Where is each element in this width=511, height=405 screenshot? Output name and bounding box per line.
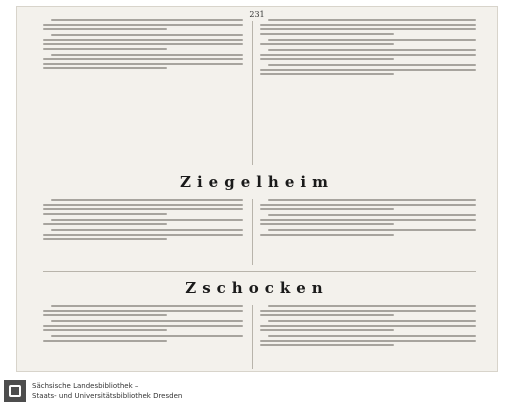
section-rule <box>43 271 476 272</box>
text-column-bottom-right <box>260 305 476 350</box>
text-line <box>260 204 476 206</box>
text-line <box>51 335 243 337</box>
text-paragraph <box>43 54 243 70</box>
text-paragraph <box>260 335 476 346</box>
text-line <box>260 325 476 327</box>
text-column-middle-left <box>43 199 243 244</box>
text-line <box>43 310 243 312</box>
text-line <box>268 335 476 337</box>
text-line <box>43 208 243 210</box>
credit-line-1: Sächsische Landesbibliothek – <box>32 382 139 390</box>
text-line <box>260 54 476 56</box>
text-line <box>260 208 394 210</box>
text-line <box>51 229 243 231</box>
text-paragraph <box>260 320 476 331</box>
library-logo-icon <box>4 380 26 402</box>
text-line <box>43 314 167 316</box>
text-line <box>51 19 243 21</box>
text-column-middle-right <box>260 199 476 240</box>
text-column-top-left <box>43 19 243 73</box>
text-paragraph <box>260 19 476 35</box>
text-paragraph <box>43 199 243 215</box>
text-line <box>268 64 476 66</box>
text-line <box>43 329 167 331</box>
text-line <box>268 320 476 322</box>
page-number: 231 <box>249 10 265 19</box>
section-heading-zschocken: Zschocken <box>185 279 329 297</box>
text-line <box>260 33 394 35</box>
text-paragraph <box>260 39 476 46</box>
text-paragraph <box>260 49 476 60</box>
text-line <box>260 69 476 71</box>
text-line <box>43 63 243 65</box>
text-paragraph <box>43 229 243 240</box>
text-column-top-right <box>260 19 476 79</box>
text-paragraph <box>43 34 243 50</box>
text-line <box>260 340 476 342</box>
text-paragraph <box>43 219 243 226</box>
text-line <box>268 229 476 231</box>
text-paragraph <box>260 229 476 236</box>
text-line <box>43 223 167 225</box>
credit-line-2: Staats- und Universitätsbibliothek Dresden <box>32 392 183 400</box>
text-paragraph <box>260 305 476 316</box>
text-line <box>43 28 167 30</box>
text-line <box>260 310 476 312</box>
text-line <box>268 305 476 307</box>
text-paragraph <box>260 64 476 75</box>
text-line <box>43 234 243 236</box>
section-heading-ziegelheim: Ziegelheim <box>180 173 334 191</box>
text-line <box>43 24 243 26</box>
text-line <box>43 58 243 60</box>
text-line <box>260 73 394 75</box>
text-line <box>268 19 476 21</box>
text-line <box>43 213 167 215</box>
text-line <box>260 329 394 331</box>
text-line <box>260 219 476 221</box>
text-paragraph <box>260 214 476 225</box>
text-line <box>43 204 243 206</box>
text-line <box>43 325 243 327</box>
text-paragraph <box>43 335 243 342</box>
footer <box>0 378 511 405</box>
column-divider-top <box>252 21 253 165</box>
scanned-page <box>16 6 498 372</box>
text-line <box>260 223 394 225</box>
text-line <box>260 58 394 60</box>
text-line <box>43 340 167 342</box>
text-line <box>260 344 394 346</box>
text-line <box>51 199 243 201</box>
text-paragraph <box>260 199 476 210</box>
text-line <box>43 238 167 240</box>
text-line <box>51 305 243 307</box>
text-line <box>51 54 243 56</box>
text-line <box>260 28 476 30</box>
text-line <box>51 320 243 322</box>
text-line <box>260 24 476 26</box>
column-divider-middle <box>252 199 253 265</box>
text-line <box>260 43 394 45</box>
text-paragraph <box>43 320 243 331</box>
text-paragraph <box>43 19 243 30</box>
text-line <box>268 214 476 216</box>
text-line <box>43 43 243 45</box>
text-line <box>260 314 394 316</box>
text-line <box>268 39 476 41</box>
text-paragraph <box>43 305 243 316</box>
text-line <box>43 67 167 69</box>
text-line <box>51 219 243 221</box>
text-line <box>268 49 476 51</box>
text-line <box>43 48 167 50</box>
credit-line <box>32 381 182 401</box>
column-divider-bottom <box>252 305 253 369</box>
text-line <box>268 199 476 201</box>
text-line <box>43 39 243 41</box>
text-line <box>51 34 243 36</box>
text-column-bottom-left <box>43 305 243 346</box>
text-line <box>260 234 394 236</box>
